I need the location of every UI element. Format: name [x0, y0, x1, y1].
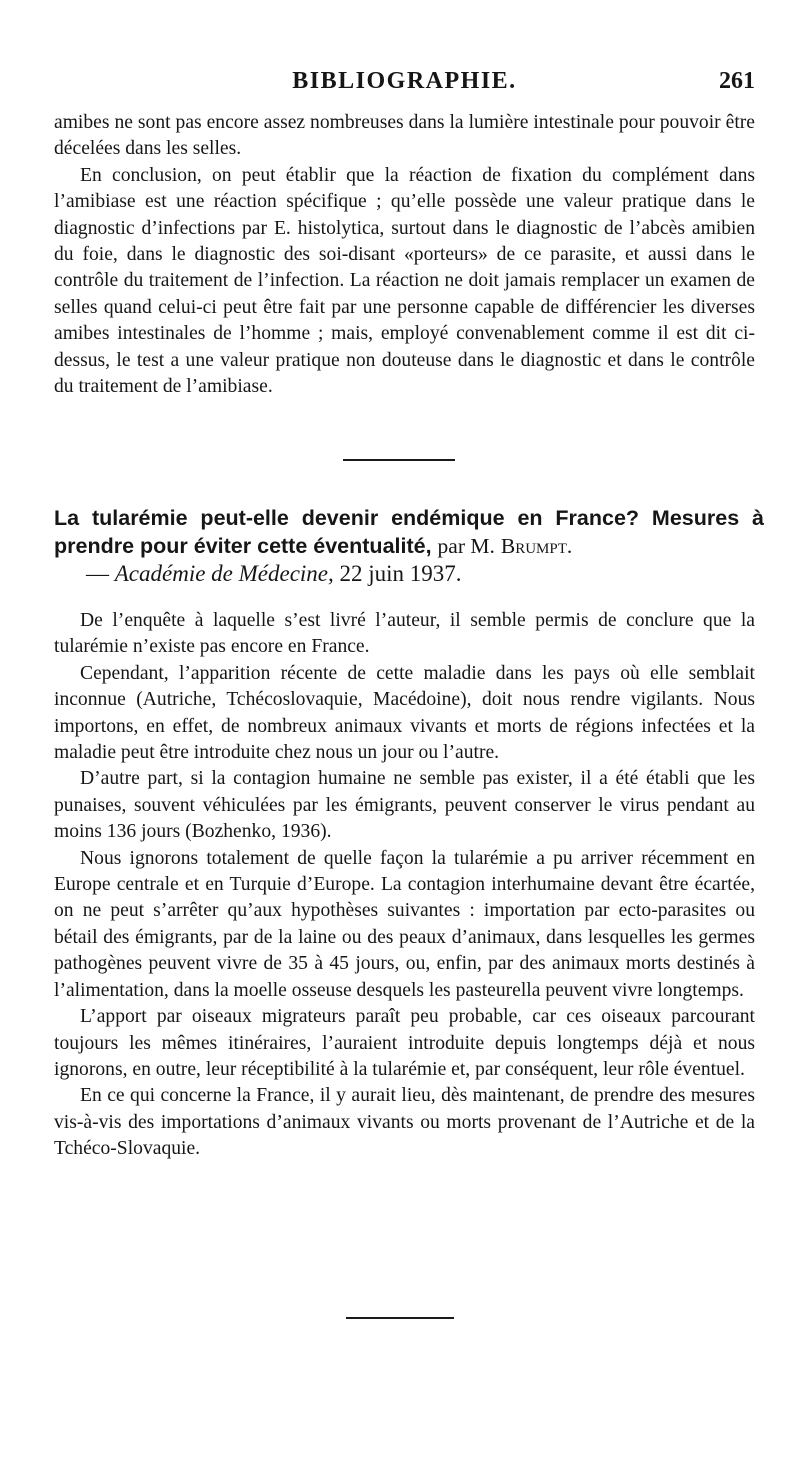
running-title: BIBLIOGRAPHIE. — [292, 68, 517, 94]
paragraph: Cependant, l’apparition récente de cette maladie dans les pays où elle semblait inconnue (Autriche, Tchécoslovaquie, Macédoine), doit nous rendre vigilants. Nous importons, en effet, de nombreux animaux vivants et morts de régions infectées et la maladie peut être introduite chez nous un jour ou l’autre. — [54, 662, 755, 764]
paragraph: En ce qui concerne la France, il y aurait lieu, dès maintenant, de prendre des mesures vis-à-vis des importations d’animaux vivants ou morts provenant de l’Autriche et de la Tchéco-Slovaquie. — [54, 1085, 755, 1160]
previous-article-text — [54, 110, 755, 400]
paragraph: D’autre part, si la contagion humaine ne semble pas exister, il a été établi que les punaises, souvent véhiculées par les émigrants, peuvent conserver le virus pendant au moins 136 jours (Bozhenko, 1936). — [54, 768, 755, 843]
article-source — [86, 560, 776, 588]
paragraph: Nous ignorons totalement de quelle façon la tularémie a pu arriver récemment en Europe centrale et en Turquie d’Europe. La contagion interhumaine devant être écartée, on ne peut s’arrêter qu’aux hypothèses suivantes : importation par ecto-parasites ou bétail des émigrants, par de la laine ou des peaux d’animaux, dans lesquelles les germes pathogènes peuvent vivre de 35 à 45 jours, ou, enfin, par des animaux morts destinés à l’alimentation, dans la moelle osseuse desquels les pasteurella peuvent vivre longtemps. — [54, 847, 755, 1001]
author-prefix: par M. — [437, 534, 495, 558]
article-title-text: La tularémie peut-elle devenir endémique en France? Mesures à prendre pour éviter cette éventualité, — [54, 506, 764, 558]
paragraph: L’apport par oiseaux migrateurs paraît peu probable, car ces oiseaux parcourant toujours les mêmes itinéraires, l’auraient introduite depuis longtemps déjà et nous ignorons, en outre, leur réceptibilité à la tularémie et, par conséquent, leur rôle éventuel. — [54, 1006, 755, 1080]
running-header — [54, 68, 755, 102]
page-number: 261 — [719, 68, 755, 94]
section-divider — [343, 459, 455, 461]
publication-date: 22 juin 1937. — [339, 561, 462, 586]
article-body — [54, 608, 755, 1163]
paragraph: amibes ne sont pas encore assez nombreuses dans la lumière intestinale pour pouvoir être décelées dans les selles. — [54, 112, 755, 160]
paragraph: En conclusion, on peut établir que la réaction de fixation du complément dans l’amibiase est une réaction spécifique ; qu’elle possède une valeur pratique dans le diagnostic d’infections par E. histolytica, surtout dans le diagnostic de l’abcès amibien du foie, dans le diagnostic des soi-disant «porteurs» de ce parasite, et aussi dans le contrôle du traitement de l’infection. La réaction ne doit jamais remplacer un examen de selles quand celui-ci peut être fait par une personne capable de différencier les diverses amibes intestinales de l’homme ; mais, employé convenablement comme il est dit ci-dessus, le test a une valeur pratique non douteuse dans le diagnostic et dans le contrôle du traitement de l’amibiase. — [54, 164, 755, 398]
article-title — [54, 504, 764, 560]
section-divider — [346, 1317, 454, 1319]
source-dash: — — [86, 561, 109, 586]
journal-name: Académie de Médecine, — [114, 561, 334, 586]
paragraph: De l’enquête à laquelle s’est livré l’auteur, il semble permis de conclure que la tularémie n’existe pas encore en France. — [54, 610, 755, 658]
author-name: Brumpt. — [500, 534, 573, 558]
